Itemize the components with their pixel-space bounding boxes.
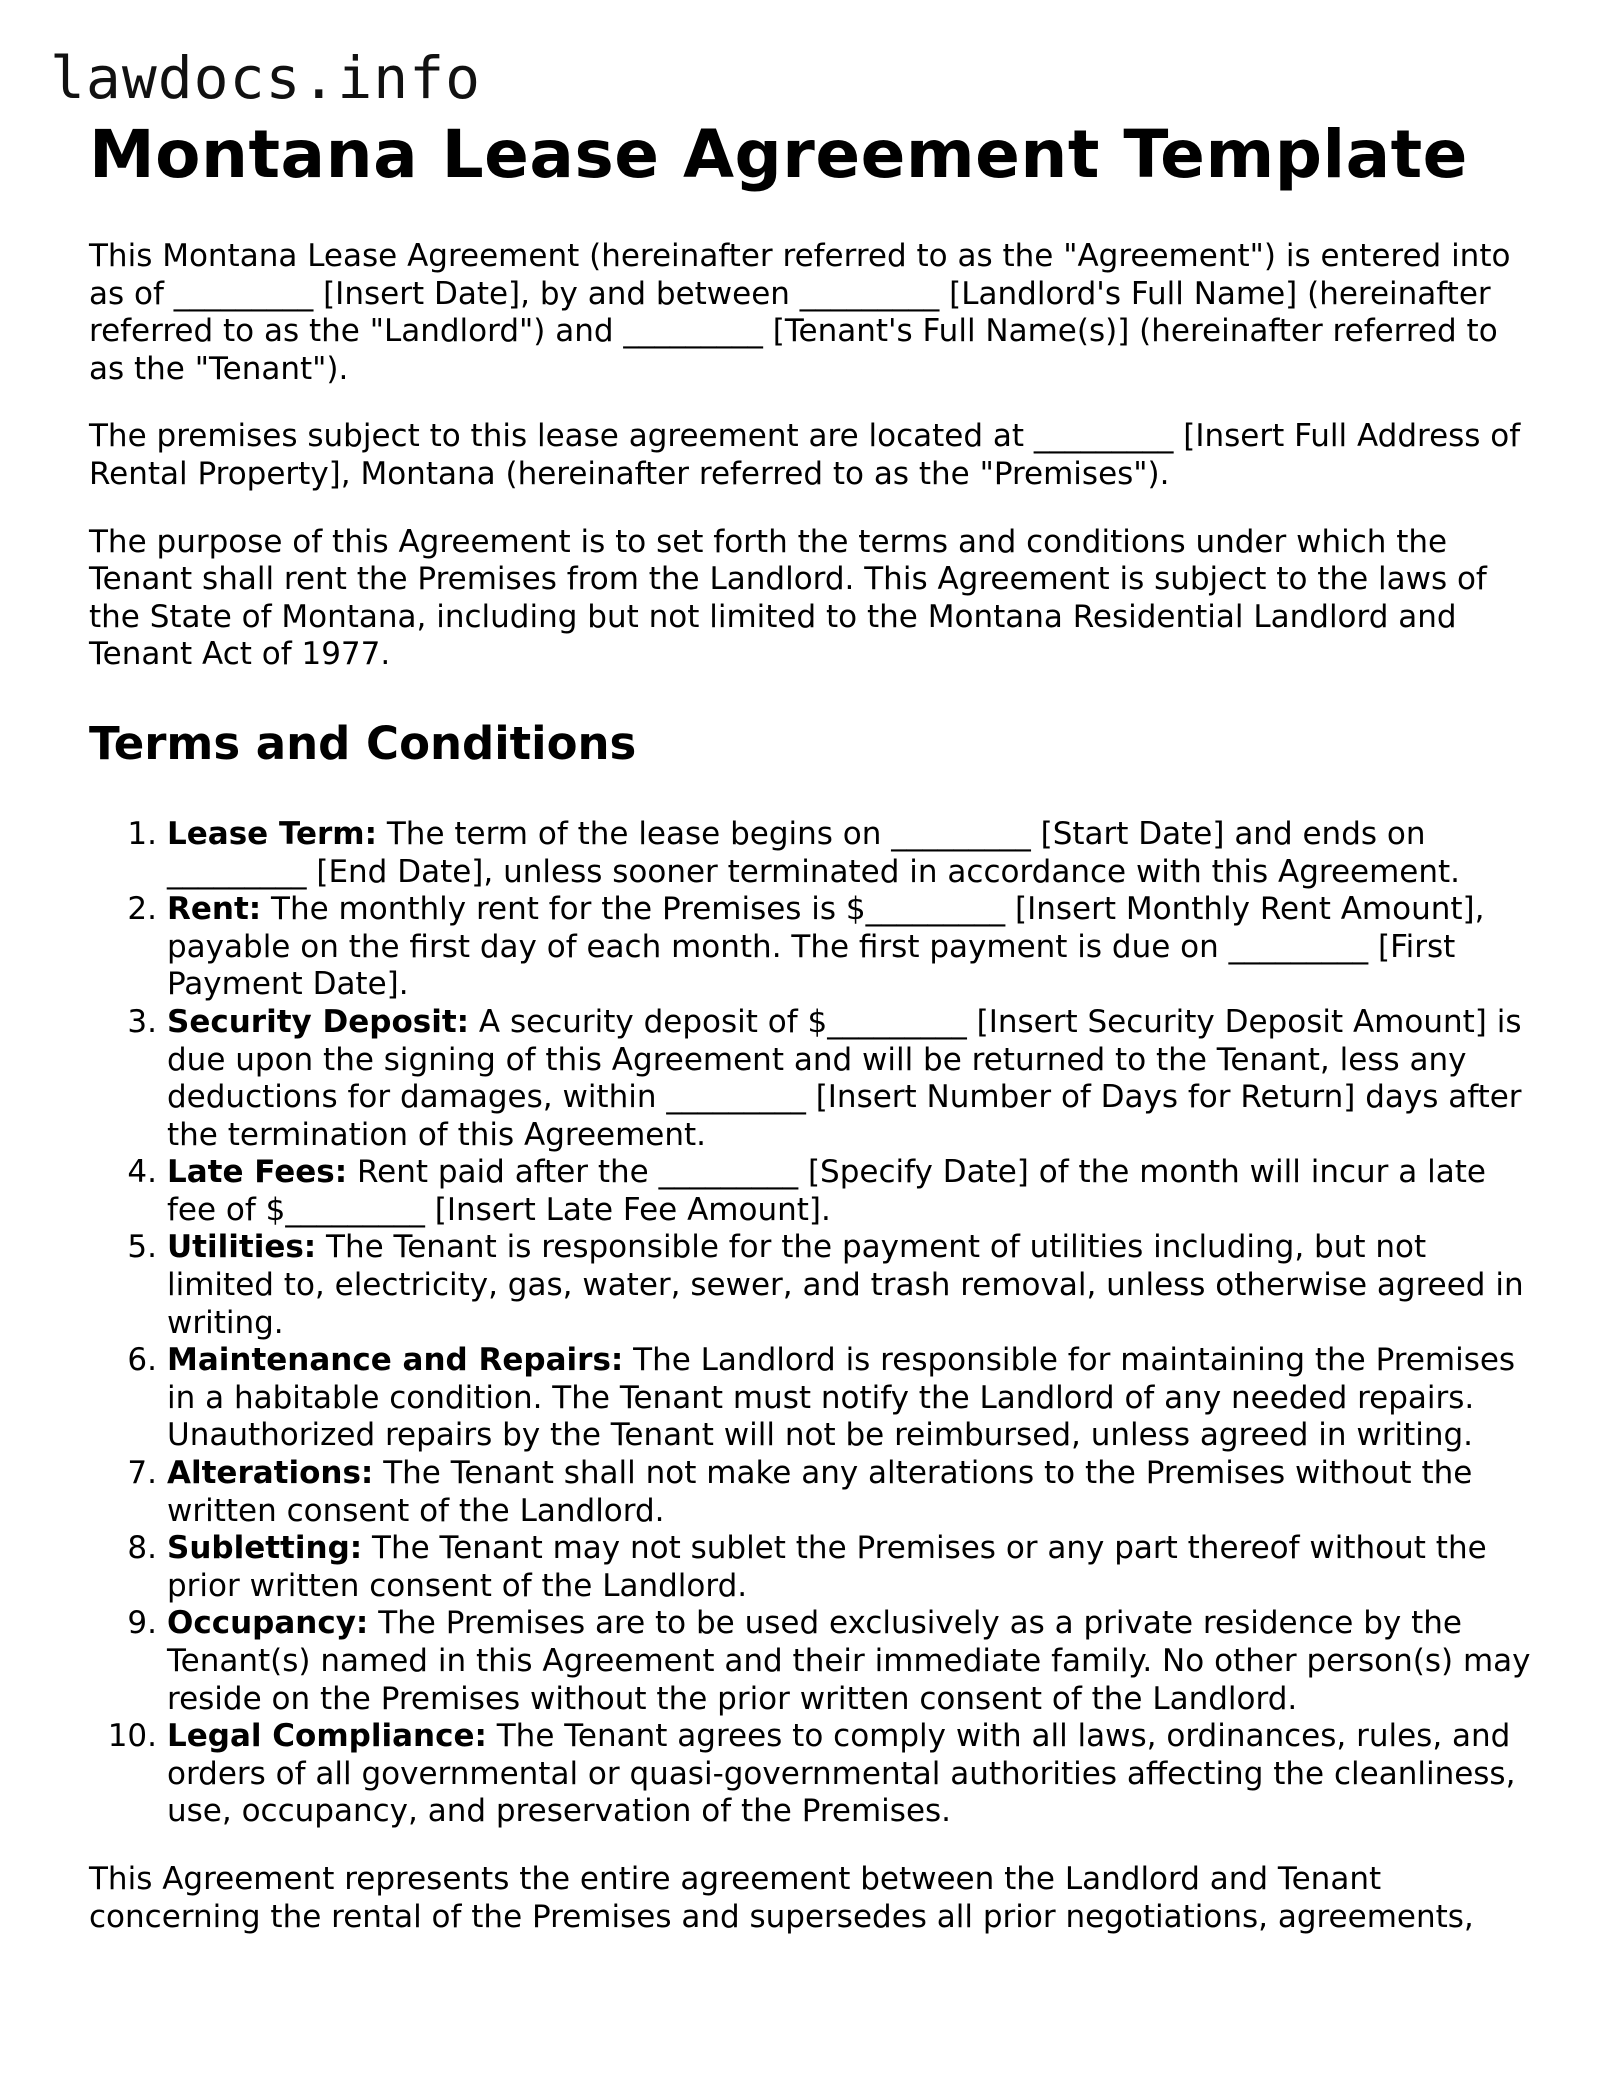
term-text: The monthly rent for the Premises is $_________ [Insert Monthly Rent Amount], payable on the first day of each month. The first payment is due on _________ [First Payment Date].	[167, 891, 1485, 1003]
terms-list	[89, 816, 1539, 1831]
intro-paragraph: This Montana Lease Agreement (hereinafter referred to as the "Agreement") is entered into as of _________ [Insert Date], by and between _________ [Landlord's Full Name] (hereinafter referred to as the "Landlord") and _________ [Tenant's Full Name(s)] (hereinafter referred to as the "Tenant").	[89, 238, 1511, 387]
term-title: Legal Compliance:	[167, 1718, 487, 1755]
term-text: The Tenant is responsible for the payment of utilities including, but not limited to, electricity, gas, water, sewer, and trash removal, unless otherwise agreed in writing.	[167, 1229, 1524, 1341]
document-page	[89, 110, 1539, 1936]
term-number: 1.	[127, 815, 157, 852]
term-title: Maintenance and Repairs:	[167, 1342, 624, 1379]
purpose-paragraph: The purpose of this Agreement is to set forth the terms and conditions under which the Tenant shall rent the Premises from the Landlord. This Agreement is subject to the laws of the State of Montana, including but not limited to the Montana Residential Landlord and Tenant Act of 1977.	[89, 523, 1487, 673]
term-item	[89, 1229, 1539, 1342]
term-text: The Tenant agrees to comply with all laws, ordinances, rules, and orders of all governmental or quasi-governmental authorities affecting the cleanliness, use, occupancy, and preservation of the Premises.	[167, 1718, 1516, 1830]
term-text: Rent paid after the _________ [Specify Date] of the month will incur a late fee of $_________ [Insert Late Fee Amount].	[167, 1154, 1486, 1228]
term-item	[89, 1718, 1539, 1831]
term-title: Security Deposit:	[167, 1003, 470, 1040]
term-number: 4.	[127, 1154, 157, 1191]
term-item	[89, 891, 1539, 1004]
term-title: Alterations:	[167, 1455, 374, 1492]
term-item	[89, 1154, 1539, 1229]
term-item	[89, 1455, 1539, 1530]
term-number: 7.	[127, 1455, 157, 1492]
document-title: Montana Lease Agreement Template	[89, 116, 1468, 193]
closing-paragraph: This Agreement represents the entire agreement between the Landlord and Tenant concerning the rental of the Premises and supersedes all prior negotiations, agreements,	[89, 1860, 1474, 1935]
term-text: A security deposit of $_________ [Insert Security Deposit Amount] is due upon the signing of this Agreement and will be returned to the Tenant, less any deductions for damages, within _________ [Insert Number of Days for Return] days after the termination of this Agreement.	[167, 1003, 1522, 1153]
term-text: The term of the lease begins on _________ [Start Date] and ends on _________ [End Date], unless sooner terminated in accordance with this Agreement.	[167, 815, 1461, 890]
term-number: 9.	[127, 1605, 157, 1642]
term-text: The Premises are to be used exclusively as a private residence by the Tenant(s) named in this Agreement and their immediate family. No other person(s) may reside on the Premises without the prior written consent of the Landlord.	[167, 1605, 1531, 1717]
term-title: Occupancy:	[167, 1605, 369, 1642]
term-item	[89, 1605, 1539, 1718]
term-text: The Tenant shall not make any alterations to the Premises without the written consent of the Landlord.	[167, 1455, 1473, 1529]
term-number: 5.	[127, 1229, 157, 1266]
premises-paragraph: The premises subject to this lease agreement are located at _________ [Insert Full Address of Rental Property], Montana (hereinafter referred to as the "Premises").	[89, 418, 1521, 492]
term-number: 2.	[127, 891, 157, 928]
term-text: The Landlord is responsible for maintaining the Premises in a habitable condition. The Tenant must notify the Landlord of any needed repairs. Unauthorized repairs by the Tenant will not be reimbursed, unless agreed in writing.	[167, 1342, 1516, 1454]
term-number: 10.	[107, 1718, 157, 1755]
term-number: 6.	[127, 1342, 157, 1379]
term-text: The Tenant may not sublet the Premises or any part thereof without the prior written consent of the Landlord.	[167, 1530, 1487, 1604]
term-item	[89, 816, 1539, 891]
term-item	[89, 1530, 1539, 1605]
term-number: 3.	[127, 1003, 157, 1040]
term-title: Subletting:	[167, 1530, 363, 1567]
term-title: Rent:	[167, 891, 262, 928]
term-title: Utilities:	[167, 1229, 317, 1266]
term-number: 8.	[127, 1530, 157, 1567]
term-item	[89, 1004, 1539, 1154]
site-watermark: lawdocs.info	[50, 44, 482, 112]
term-item	[89, 1342, 1539, 1455]
term-title: Late Fees:	[167, 1154, 348, 1191]
term-title: Lease Term:	[167, 815, 378, 852]
terms-heading: Terms and Conditions	[89, 716, 637, 770]
